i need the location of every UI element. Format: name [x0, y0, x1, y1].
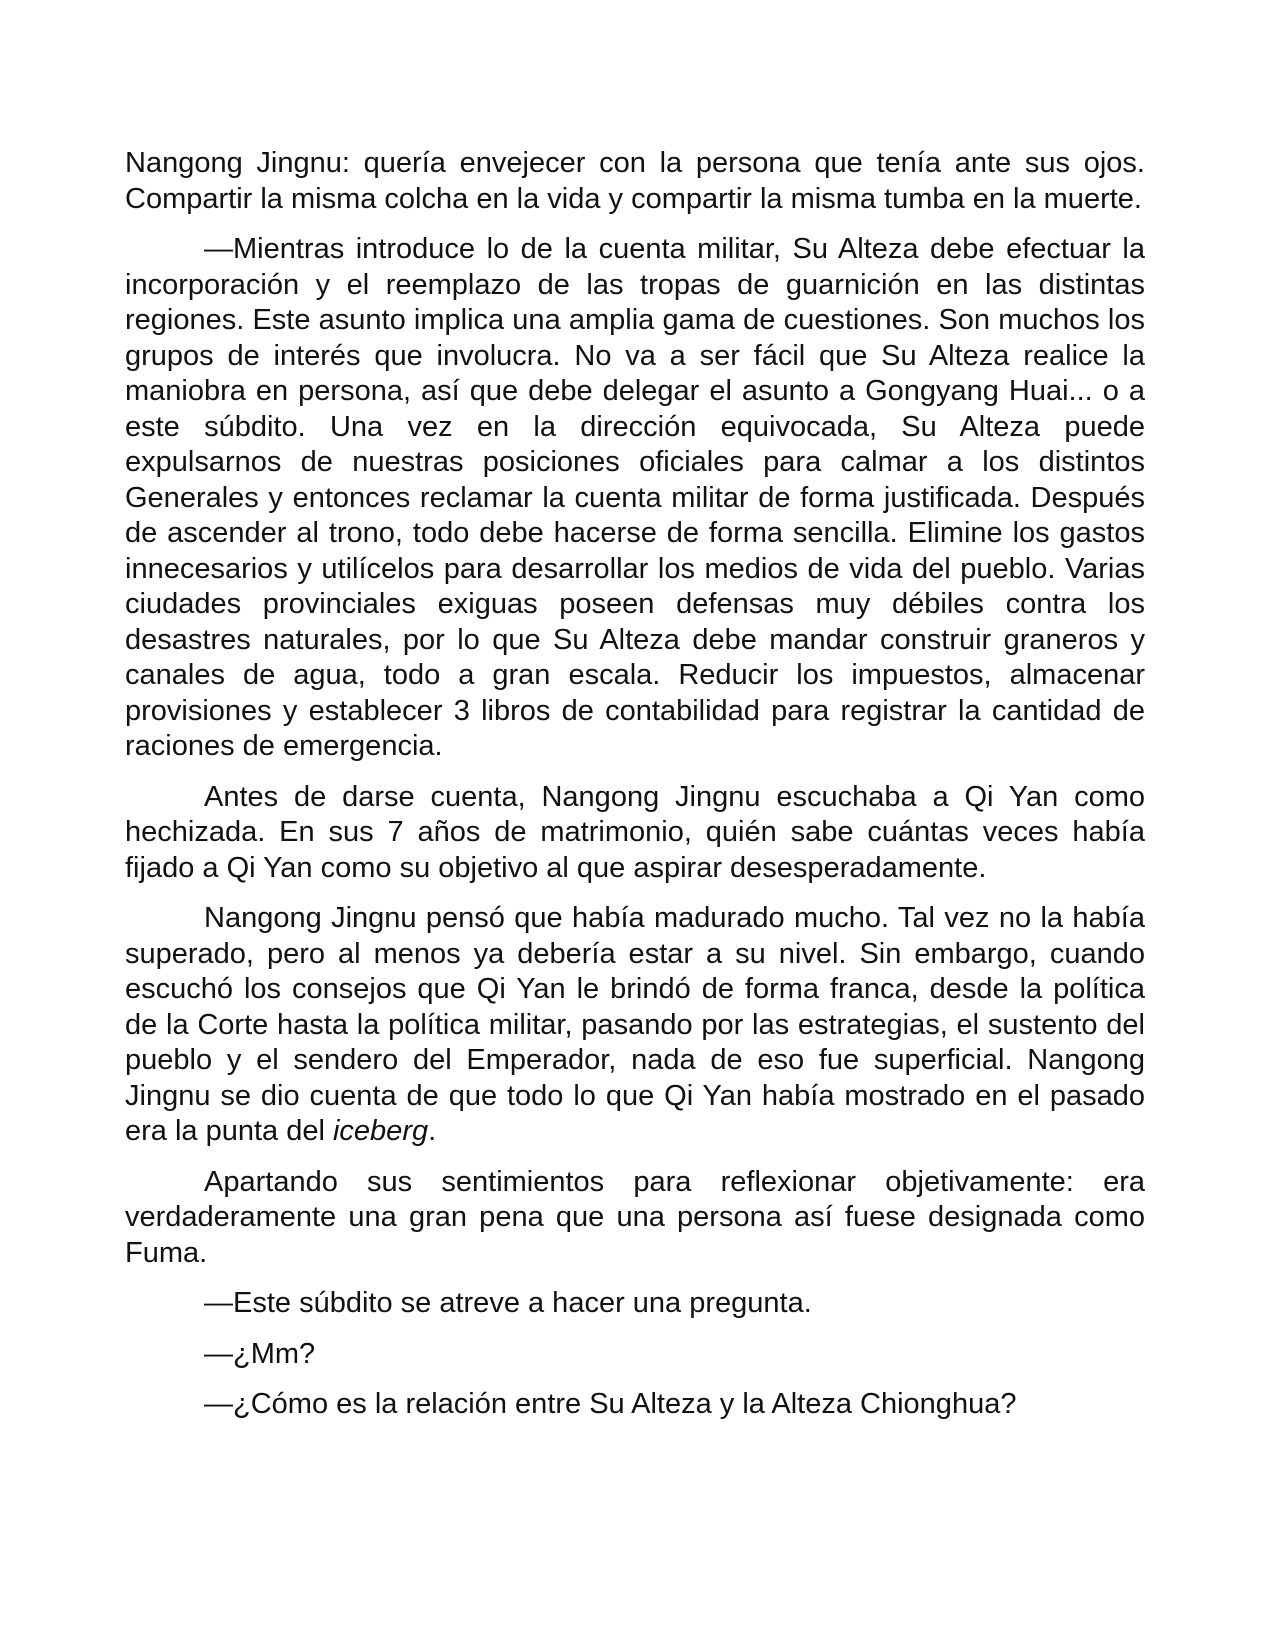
- paragraph-4: [125, 901, 1145, 1150]
- dialogue-line-3: [125, 1387, 1145, 1423]
- paragraph-text: —Mientras introduce lo de la cuenta militar, Su Alteza debe efectuar la incorporación y el reemplazo de las tropas de guarnición en las distintas regiones. Este asunto implica una amplia gama de cuestiones. Son muchos los grupos de interés que involucra. No va a ser fácil que Su Alteza realice la maniobra en persona, así que debe delegar el asunto a Gongyang Huai... o a este súbdito. Una vez en la dirección equivocada, Su Alteza puede expulsarnos de nuestras posiciones oficiales para calmar a los distintos Generales y entonces reclamar la cuenta militar de forma justificada. Después de ascender al trono, todo debe hacerse de forma sencilla. Elimine los gastos innecesarios y utilícelos para desarrollar los medios de vida del pueblo. Varias ciudades provinciales exiguas poseen defensas muy débiles contra los desastres naturales, por lo que Su Alteza debe mandar construir graneros y canales de agua, todo a gran escala. Reducir los impuestos, almacenar provisiones y establecer 3 libros de contabilidad para registrar la cantidad de raciones de emergencia.: [125, 233, 1145, 762]
- dialogue-text: —¿Cómo es la relación entre Su Alteza y la Alteza Chionghua?: [204, 1388, 1017, 1420]
- dialogue-line-2: [125, 1337, 1145, 1373]
- dialogue-text: —¿Mm?: [204, 1337, 316, 1370]
- paragraph-text: Nangong Jingnu: quería envejecer con la persona que tenía ante sus ojos. Compartir la misma colcha en la vida y compartir la misma tumba en la muerte.: [125, 147, 1145, 215]
- document-page: [125, 146, 1145, 1438]
- dialogue-text: —Este súbdito se atreve a hacer una pregunta.: [204, 1287, 812, 1319]
- paragraph-text: Apartando sus sentimientos para reflexionar objetivamente: era verdaderamente una gran pena que una persona así fuese designada como Fuma.: [125, 1165, 1145, 1269]
- dialogue-line-1: [125, 1286, 1145, 1322]
- paragraph-text: Antes de darse cuenta, Nangong Jingnu escuchaba a Qi Yan como hechizada. En sus 7 años de matrimonio, quién sabe cuántas veces había fijado a Qi Yan como su objetivo al que aspirar desesperadamente.: [125, 780, 1145, 884]
- paragraph-3: [125, 780, 1145, 887]
- paragraph-1: [125, 146, 1145, 217]
- paragraph-5: [125, 1165, 1145, 1272]
- paragraph-text: Nangong Jingnu pensó que había madurado mucho. Tal vez no la había superado, pero al menos ya debería estar a su nivel. Sin embargo, cuando escuchó los consejos que Qi Yan le brindó de forma franca, desde la política de la Corte hasta la política militar, pasando por las estrategias, el sustento del pueblo y el sendero del Emperador, nada de eso fue superficial. Nangong Jingnu se dio cuenta de que todo lo que Qi Yan había mostrado en el pasado era la punta del: [125, 902, 1145, 1147]
- paragraph-text-end: .: [428, 1115, 437, 1147]
- paragraph-2: [125, 232, 1145, 765]
- italic-word-iceberg: iceberg: [332, 1115, 429, 1147]
